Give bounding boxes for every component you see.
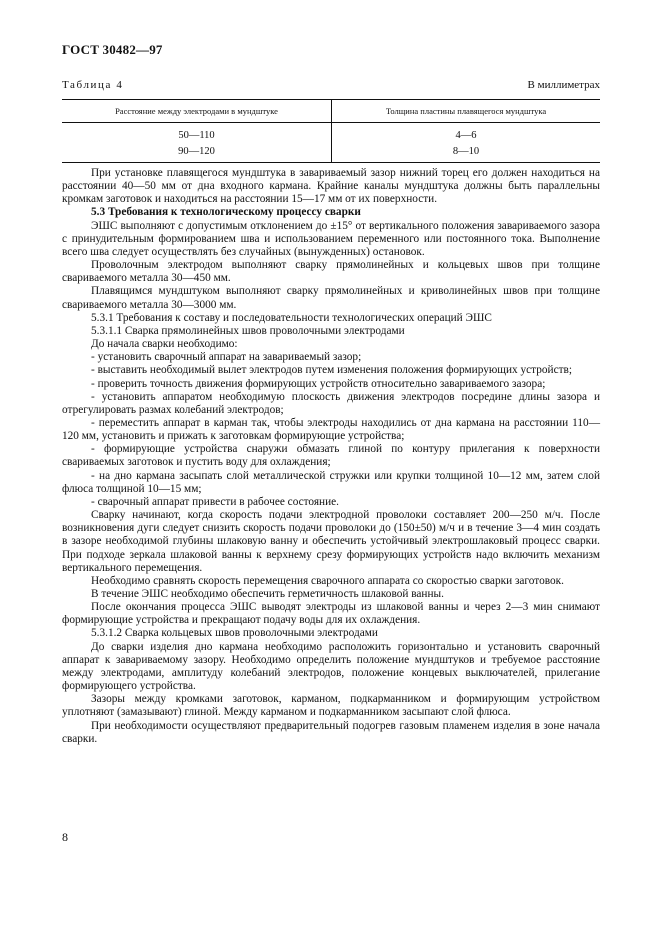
paragraph: После окончания процесса ЭШС выводят электроды из шлаковой ванны и через 2—3 мин снимают формирующие устройства и прекращают подачу воды для их охлаждения. bbox=[62, 601, 600, 627]
list-item: - сварочный аппарат привести в рабочее состояние. bbox=[91, 495, 339, 508]
list-item: - установить сварочный аппарат на завариваемый зазор; bbox=[91, 351, 362, 364]
subsection-heading: 5.3.1.2 Сварка кольцевых швов проволочными электродами bbox=[91, 627, 378, 640]
list-item: - переместить аппарат в карман так, чтобы электроды находились от дна кармана на расстоянии 110—120 мм, установить и прижать к заготовкам формирующие устройства; bbox=[62, 416, 600, 443]
table-unit: В миллиметрах bbox=[527, 79, 600, 91]
paragraph: При установке плавящегося мундштука в завариваемый зазор нижний торец его должен находиться на расстоянии 40—50 мм от дна входного кармана. Крайние каналы мундштука должны быть параллельны кромкам заготовок и находиться на расстоянии 15—17 мм от их поверхности. bbox=[62, 167, 600, 206]
list-item: - выставить необходимый вылет электродов путем изменения положения формирующих устройств; bbox=[91, 364, 573, 377]
paragraph: Проволочным электродом выполняют сварку прямолинейных и кольцевых швов при толщине свариваемого металла 30—450 мм. bbox=[62, 259, 600, 285]
table-cell: 4—6 bbox=[455, 130, 477, 141]
paragraph: Сварку начинают, когда скорость подачи электродной проволоки составляет 200—250 м/ч. После возникновения дуги следует снизить скорость подачи проволоки до (150±50) м/ч и в течение 3—4 мин создать в зазоре необходимой глубины шлаковую ванну и обеспечить устойчивый электрошлаковый процесс сварки. При подходе зеркала шлаковой ванны к верхнему срезу формирующих устройств надо включить механизм вертикального перемещения. bbox=[62, 509, 600, 574]
paragraph: Плавящимся мундштуком выполняют сварку прямолинейных и криволинейных швов при толщине свариваемого металла 30—3000 мм. bbox=[62, 285, 600, 311]
list-item: - формирующие устройства снаружи обмазать глиной по контуру прилегания к поверхности свариваемых заготовок и пустить воду для охлаждения; bbox=[62, 443, 600, 469]
list-item: - проверить точность движения формирующих устройств относительно завариваемого зазора; bbox=[91, 377, 546, 390]
table-row bbox=[62, 144, 600, 163]
list-item: - установить аппаратом необходимую плоскость движения электродов посредине длины зазора и отрегулировать размах колебаний электродов; bbox=[62, 390, 600, 416]
table-cell: 50—110 bbox=[62, 123, 332, 145]
subsection-heading: 5.3.1 Требования к составу и последовательности технологических операций ЭШС bbox=[91, 311, 492, 324]
paragraph: Необходимо сравнять скорость перемещения сварочного аппарата со скоростью сварки заготовок. bbox=[91, 574, 564, 587]
column-header-plate-thickness: Толщина пластины плавящегося мундштука bbox=[332, 100, 601, 123]
table-row bbox=[62, 123, 600, 145]
document-code: ГОСТ 30482—97 bbox=[62, 42, 163, 57]
table-4 bbox=[62, 99, 600, 163]
table-caption: Таблица 4 bbox=[62, 79, 124, 91]
section-heading: 5.3 Требования к технологическому процессу сварки bbox=[91, 206, 361, 219]
paragraph: До начала сварки необходимо: bbox=[91, 338, 238, 351]
list-item: - на дно кармана засыпать слой металлической стружки или крупки толщиной 10—12 мм, затем слой флюса толщиной 10—15 мм; bbox=[62, 469, 600, 495]
page-number: 8 bbox=[62, 830, 68, 844]
column-header-electrode-distance: Расстояние между электродами в мундштуке bbox=[62, 100, 332, 123]
table-cell: 8—10 bbox=[332, 144, 601, 163]
table-header-row bbox=[62, 100, 600, 123]
paragraph: При необходимости осуществляют предварительный подогрев газовым пламенем изделия в зоне начала сварки. bbox=[62, 719, 600, 745]
table-cell: 90—120 bbox=[62, 144, 332, 163]
paragraph: ЭШС выполняют с допустимым отклонением до ±15° от вертикального положения завариваемого зазора с принудительным формированием шва и использованием переменного или постоянного тока. Выполнение всего шва следует осуществлять без случайных (вынужденных) остановок. bbox=[62, 219, 600, 258]
paragraph: До сварки изделия дно кармана необходимо расположить горизонтально и установить сварочный аппарат к завариваемому зазору. Необходимо определить положение мундштуков и требуемое расстояние между электродами, амплитуду колебаний электродов, положение концевых выключателей, прилегание формирующего устройства. bbox=[62, 640, 600, 693]
body-text bbox=[62, 167, 600, 746]
subsection-heading: 5.3.1.1 Сварка прямолинейных швов проволочными электродами bbox=[91, 324, 405, 337]
paragraph: В течение ЭШС необходимо обеспечить герметичность шлаковой ванны. bbox=[91, 588, 444, 600]
paragraph: Зазоры между кромками заготовок, карманом, подкарманником и формирующим устройством уплотняют (замазывают) глиной. Между карманом и подкарманником засыпают слой флюса. bbox=[62, 693, 600, 719]
